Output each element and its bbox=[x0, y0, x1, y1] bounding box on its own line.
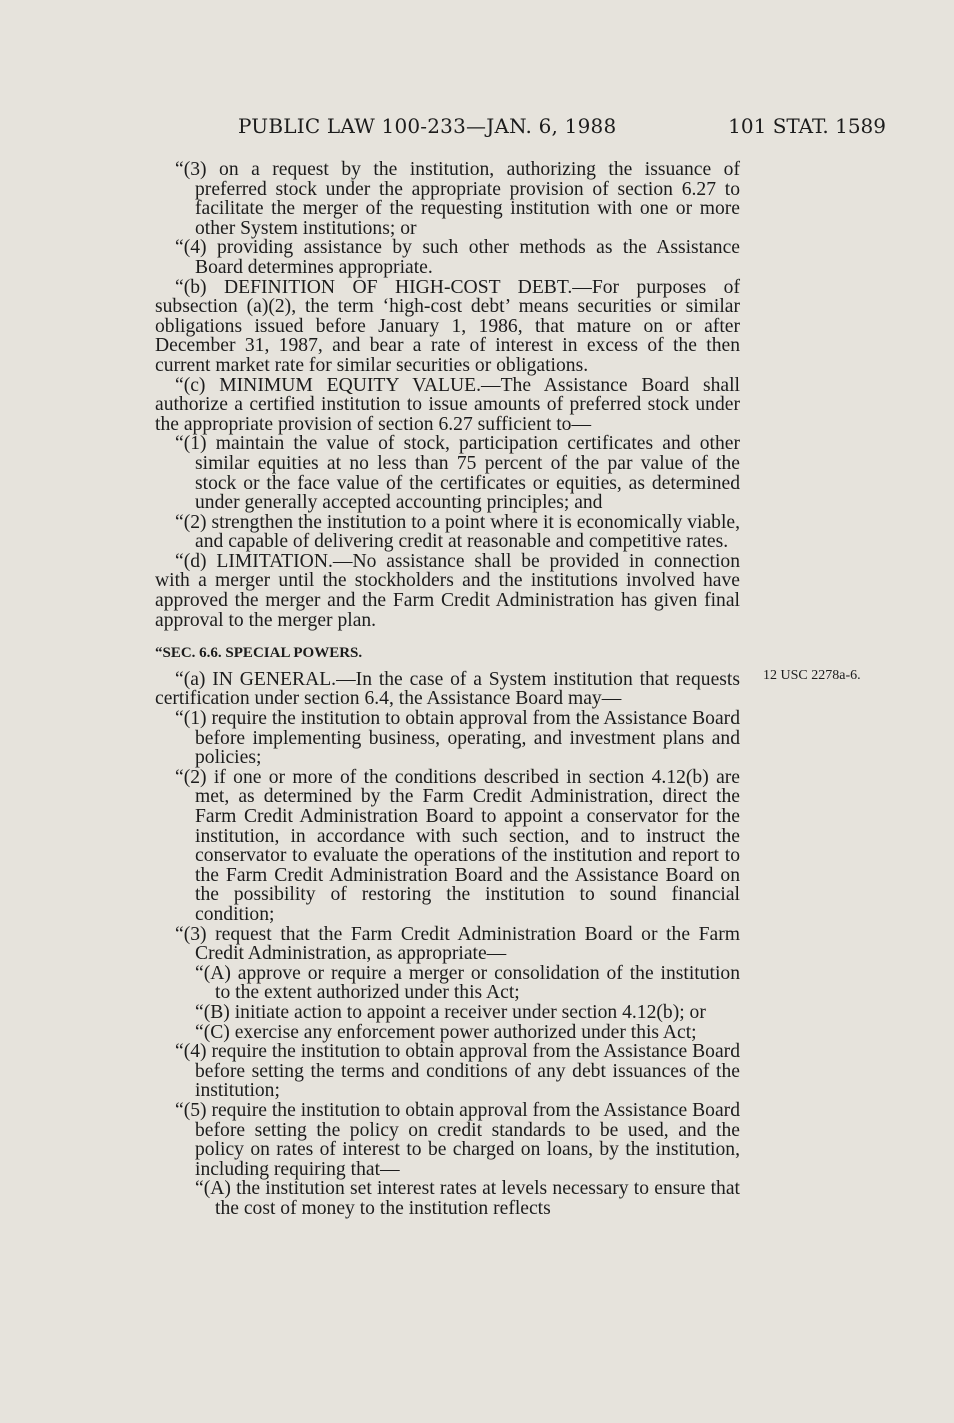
paragraph: “(3) request that the Farm Credit Administration Board or the Farm Credit Administration, as appropriate— bbox=[175, 923, 740, 965]
paragraph: “(4) providing assistance by such other methods as the Assistance Board determines appropriate. bbox=[175, 237, 740, 278]
paragraph: “(4) require the institution to obtain approval from the Assistance Board before setting the terms and conditions of any debt issuances of the institution; bbox=[175, 1041, 740, 1102]
paragraph: “(5) require the institution to obtain approval from the Assistance Board before setting the policy on credit standards to be used, and the policy on rates of interest to be charged on loans, by the institution, including requiring that— bbox=[175, 1099, 740, 1180]
subparagraph: “(B) initiate action to appoint a receiver under section 4.12(b); or bbox=[195, 1001, 706, 1023]
usc-margin-note: 12 USC 2278a-6. bbox=[763, 668, 861, 683]
paragraph: “(d) LIMITATION.—No assistance shall be provided in connection with a merger until the stockholders and the institutions involved have approved the merger and the Farm Credit Administration has given final approval to the merger plan. bbox=[155, 550, 740, 631]
subparagraph: “(A) the institution set interest rates at levels necessary to ensure that the cost of money to the institution reflects bbox=[195, 1178, 740, 1219]
header-stat-citation: 101 STAT. 1589 bbox=[728, 114, 886, 138]
paragraph: “(a) IN GENERAL.—In the case of a System institution that requests certification under section 6.4, the Assistance Board may— bbox=[155, 668, 740, 710]
subparagraph: “(A) approve or require a merger or consolidation of the institution to the extent authorized under this Act; bbox=[195, 962, 740, 1004]
paragraph: “(b) DEFINITION OF HIGH-COST DEBT.—For purposes of subsection (a)(2), the term ‘high-cost debt’ means securities or similar obligations issued before January 1, 1986, that mature on or after December 31, 1987, and bear a rate of interest in excess of the then current market rate for similar securities or obligations. bbox=[155, 276, 740, 376]
section-heading: “SEC. 6.6. SPECIAL POWERS. bbox=[155, 645, 363, 662]
paragraph: “(3) on a request by the institution, authorizing the issuance of preferred stock under the appropriate provision of section 6.27 to facilitate the merger of the requesting institution with one or more other System institutions; or bbox=[175, 159, 740, 239]
paragraph: “(c) MINIMUM EQUITY VALUE.—The Assistance Board shall authorize a certified institution to issue amounts of preferred stock under the appropriate provision of section 6.27 sufficient to— bbox=[155, 374, 740, 435]
paragraph: “(1) require the institution to obtain approval from the Assistance Board before implementing business, operating, and investment plans and policies; bbox=[175, 708, 740, 769]
paragraph: “(2) strengthen the institution to a point where it is economically viable, and capable of delivering credit at reasonable and competitive rates. bbox=[175, 511, 740, 553]
paragraph: “(1) maintain the value of stock, participation certificates and other similar equities at no less than 75 percent of the par value of the stock or the face value of the certificates or equities, as determined under generally accepted accounting principles; and bbox=[175, 433, 740, 514]
subparagraph: “(C) exercise any enforcement power authorized under this Act; bbox=[195, 1021, 697, 1043]
paragraph: “(2) if one or more of the conditions described in section 4.12(b) are met, as determined by the Farm Credit Administration, direct the Farm Credit Administration Board to appoint a conservator for the institution, in accordance with such section, and to instruct the conservator to evaluate the operations of the institution and report to the Farm Credit Administration Board and the Assistance Board on the possibility of restoring the institution to sound financial condition; bbox=[175, 766, 740, 925]
header-title: PUBLIC LAW 100-233—JAN. 6, 1988 bbox=[238, 114, 617, 138]
document-body bbox=[155, 160, 740, 1218]
page-header bbox=[238, 114, 886, 146]
